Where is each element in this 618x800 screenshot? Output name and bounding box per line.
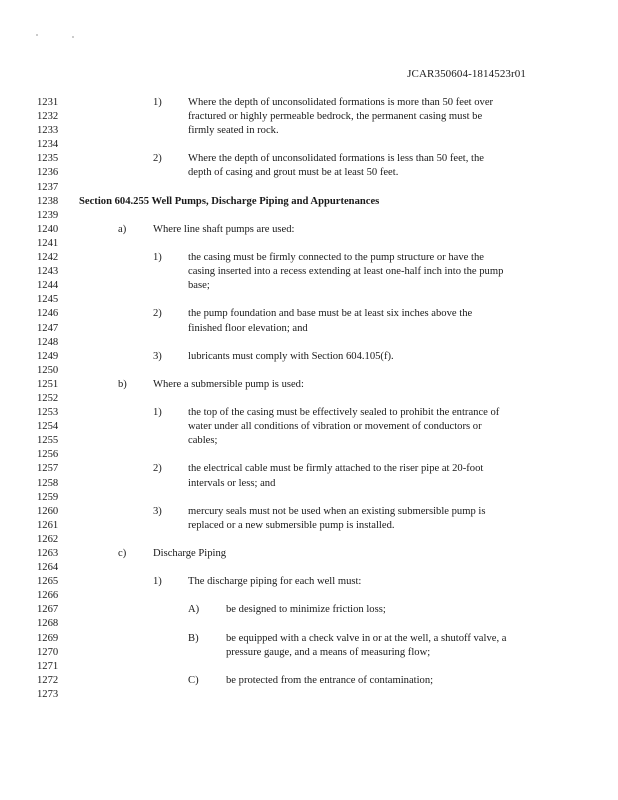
document-line (0, 322, 618, 336)
line-number: 1256 (37, 449, 59, 461)
line-text: cables; (188, 435, 218, 447)
document-line (0, 688, 618, 702)
document-line (0, 491, 618, 505)
line-number: 1254 (37, 421, 59, 433)
document-line (0, 561, 618, 575)
list-marker: 1) (153, 97, 162, 108)
line-number: 1268 (37, 618, 59, 630)
line-text: replaced or a new submersible pump is installed. (188, 519, 395, 531)
line-number: 1246 (37, 308, 59, 320)
line-number: 1243 (37, 266, 59, 278)
list-marker: 2) (153, 308, 162, 320)
list-marker: 1) (153, 576, 162, 588)
line-text: the electrical cable must be firmly attached to the riser pipe at 20-foot (188, 463, 484, 475)
document-line (0, 575, 618, 589)
line-number: 1239 (37, 209, 59, 221)
list-marker: 3) (153, 350, 162, 362)
line-number: 1235 (37, 153, 59, 165)
line-number: 1272 (37, 674, 59, 686)
document-line (0, 265, 618, 279)
line-number: 1231 (37, 97, 59, 108)
document-line (0, 674, 618, 688)
document-line (0, 589, 618, 603)
list-marker: a) (118, 223, 127, 235)
document-line (0, 110, 618, 124)
line-number: 1238 (37, 195, 59, 207)
section-heading: Section 604.255 Well Pumps, Discharge Piping and Appurtenances (79, 195, 380, 207)
document-line (0, 547, 618, 561)
scan-speck (72, 36, 74, 38)
document-line (0, 434, 618, 448)
list-marker: A) (188, 604, 200, 616)
line-number: 1264 (37, 562, 59, 574)
list-marker: c) (118, 548, 127, 559)
line-number: 1248 (37, 336, 59, 348)
document-line (0, 505, 618, 519)
document-id: JCAR350604-1814523r01 (407, 68, 526, 80)
line-number: 1242 (37, 252, 59, 264)
document-line (0, 533, 618, 547)
line-number: 1258 (37, 477, 59, 489)
document-line (0, 223, 618, 237)
document-line (0, 392, 618, 406)
scan-speck (36, 34, 38, 36)
line-text: water under all conditions of vibration or movement of conductors or (188, 421, 482, 433)
line-number: 1236 (37, 167, 59, 179)
document-line (0, 251, 618, 265)
line-number: 1266 (37, 590, 59, 602)
document-line (0, 152, 618, 166)
line-text: Where a submersible pump is used: (153, 378, 304, 390)
line-text: lubricants must comply with Section 604.105(f). (188, 350, 394, 362)
document-line (0, 603, 618, 617)
document-line (0, 617, 618, 631)
document-line (0, 519, 618, 533)
line-number: 1259 (37, 491, 59, 503)
document-line (0, 307, 618, 321)
document-line (0, 350, 618, 364)
line-text: fractured or highly permeable bedrock, the permanent casing must be (188, 111, 483, 123)
line-number: 1262 (37, 533, 59, 545)
line-text: the pump foundation and base must be at least six inches above the (188, 308, 473, 320)
document-line (0, 237, 618, 251)
line-text: the top of the casing must be effectively sealed to prohibit the entrance of (188, 407, 500, 419)
line-text: base; (188, 280, 210, 292)
line-number: 1252 (37, 392, 59, 404)
list-marker: B) (188, 632, 199, 644)
line-text: firmly seated in rock. (188, 125, 279, 137)
document-line (0, 336, 618, 350)
line-number: 1245 (37, 294, 59, 306)
document-line (0, 138, 618, 152)
line-text: depth of casing and grout must be at least 50 feet. (188, 167, 399, 179)
document-line (0, 181, 618, 195)
line-text: be equipped with a check valve in or at the well, a shutoff valve, a (226, 632, 507, 644)
line-text: mercury seals must not be used when an existing submersible pump is (188, 505, 486, 517)
document-line (0, 448, 618, 462)
line-text: casing inserted into a recess extending at least one-half inch into the pump (188, 266, 504, 278)
line-number: 1257 (37, 463, 59, 475)
list-marker: b) (118, 378, 127, 390)
document-line (0, 166, 618, 180)
line-text: Where the depth of unconsolidated formations is less than 50 feet, the (188, 153, 484, 165)
list-marker: C) (188, 674, 199, 686)
list-marker: 1) (153, 252, 162, 264)
line-number: 1273 (37, 688, 59, 700)
line-number: 1263 (37, 548, 59, 559)
document-body (0, 96, 618, 702)
line-number: 1233 (37, 125, 59, 137)
line-number: 1255 (37, 435, 59, 447)
line-number: 1269 (37, 632, 59, 644)
line-number: 1251 (37, 378, 59, 390)
line-text: finished floor elevation; and (188, 322, 308, 334)
document-line (0, 96, 618, 110)
document-line (0, 406, 618, 420)
line-text: intervals or less; and (188, 477, 276, 489)
line-number: 1265 (37, 576, 59, 588)
document-line (0, 477, 618, 491)
document-line (0, 646, 618, 660)
document-line (0, 209, 618, 223)
line-text: be designed to minimize friction loss; (226, 604, 386, 616)
document-line (0, 364, 618, 378)
list-marker: 2) (153, 463, 162, 475)
line-number: 1253 (37, 407, 59, 419)
line-number: 1237 (37, 181, 59, 193)
line-number: 1240 (37, 223, 59, 235)
line-number: 1232 (37, 111, 59, 123)
line-number: 1247 (37, 322, 59, 334)
document-line (0, 279, 618, 293)
line-number: 1267 (37, 604, 59, 616)
document-line (0, 124, 618, 138)
line-text: Where the depth of unconsolidated formations is more than 50 feet over (188, 97, 494, 108)
document-line (0, 378, 618, 392)
document-line (0, 293, 618, 307)
line-number: 1234 (37, 139, 59, 151)
line-number: 1249 (37, 350, 59, 362)
line-text: The discharge piping for each well must: (188, 576, 362, 588)
line-number: 1261 (37, 519, 59, 531)
list-marker: 1) (153, 407, 162, 419)
line-number: 1241 (37, 237, 59, 249)
line-text: be protected from the entrance of contamination; (226, 674, 434, 686)
line-number: 1244 (37, 280, 59, 292)
line-number: 1260 (37, 505, 59, 517)
list-marker: 3) (153, 505, 162, 517)
document-line (0, 632, 618, 646)
line-text: pressure gauge, and a means of measuring flow; (226, 646, 431, 658)
line-number: 1271 (37, 660, 59, 672)
line-text: the casing must be firmly connected to the pump structure or have the (188, 252, 484, 264)
line-number: 1250 (37, 364, 59, 376)
document-line (0, 660, 618, 674)
document-line (0, 195, 618, 209)
line-number: 1270 (37, 646, 59, 658)
line-text: Discharge Piping (153, 548, 227, 559)
document-line (0, 462, 618, 476)
document-line (0, 420, 618, 434)
list-marker: 2) (153, 153, 162, 165)
line-text: Where line shaft pumps are used: (153, 223, 295, 235)
